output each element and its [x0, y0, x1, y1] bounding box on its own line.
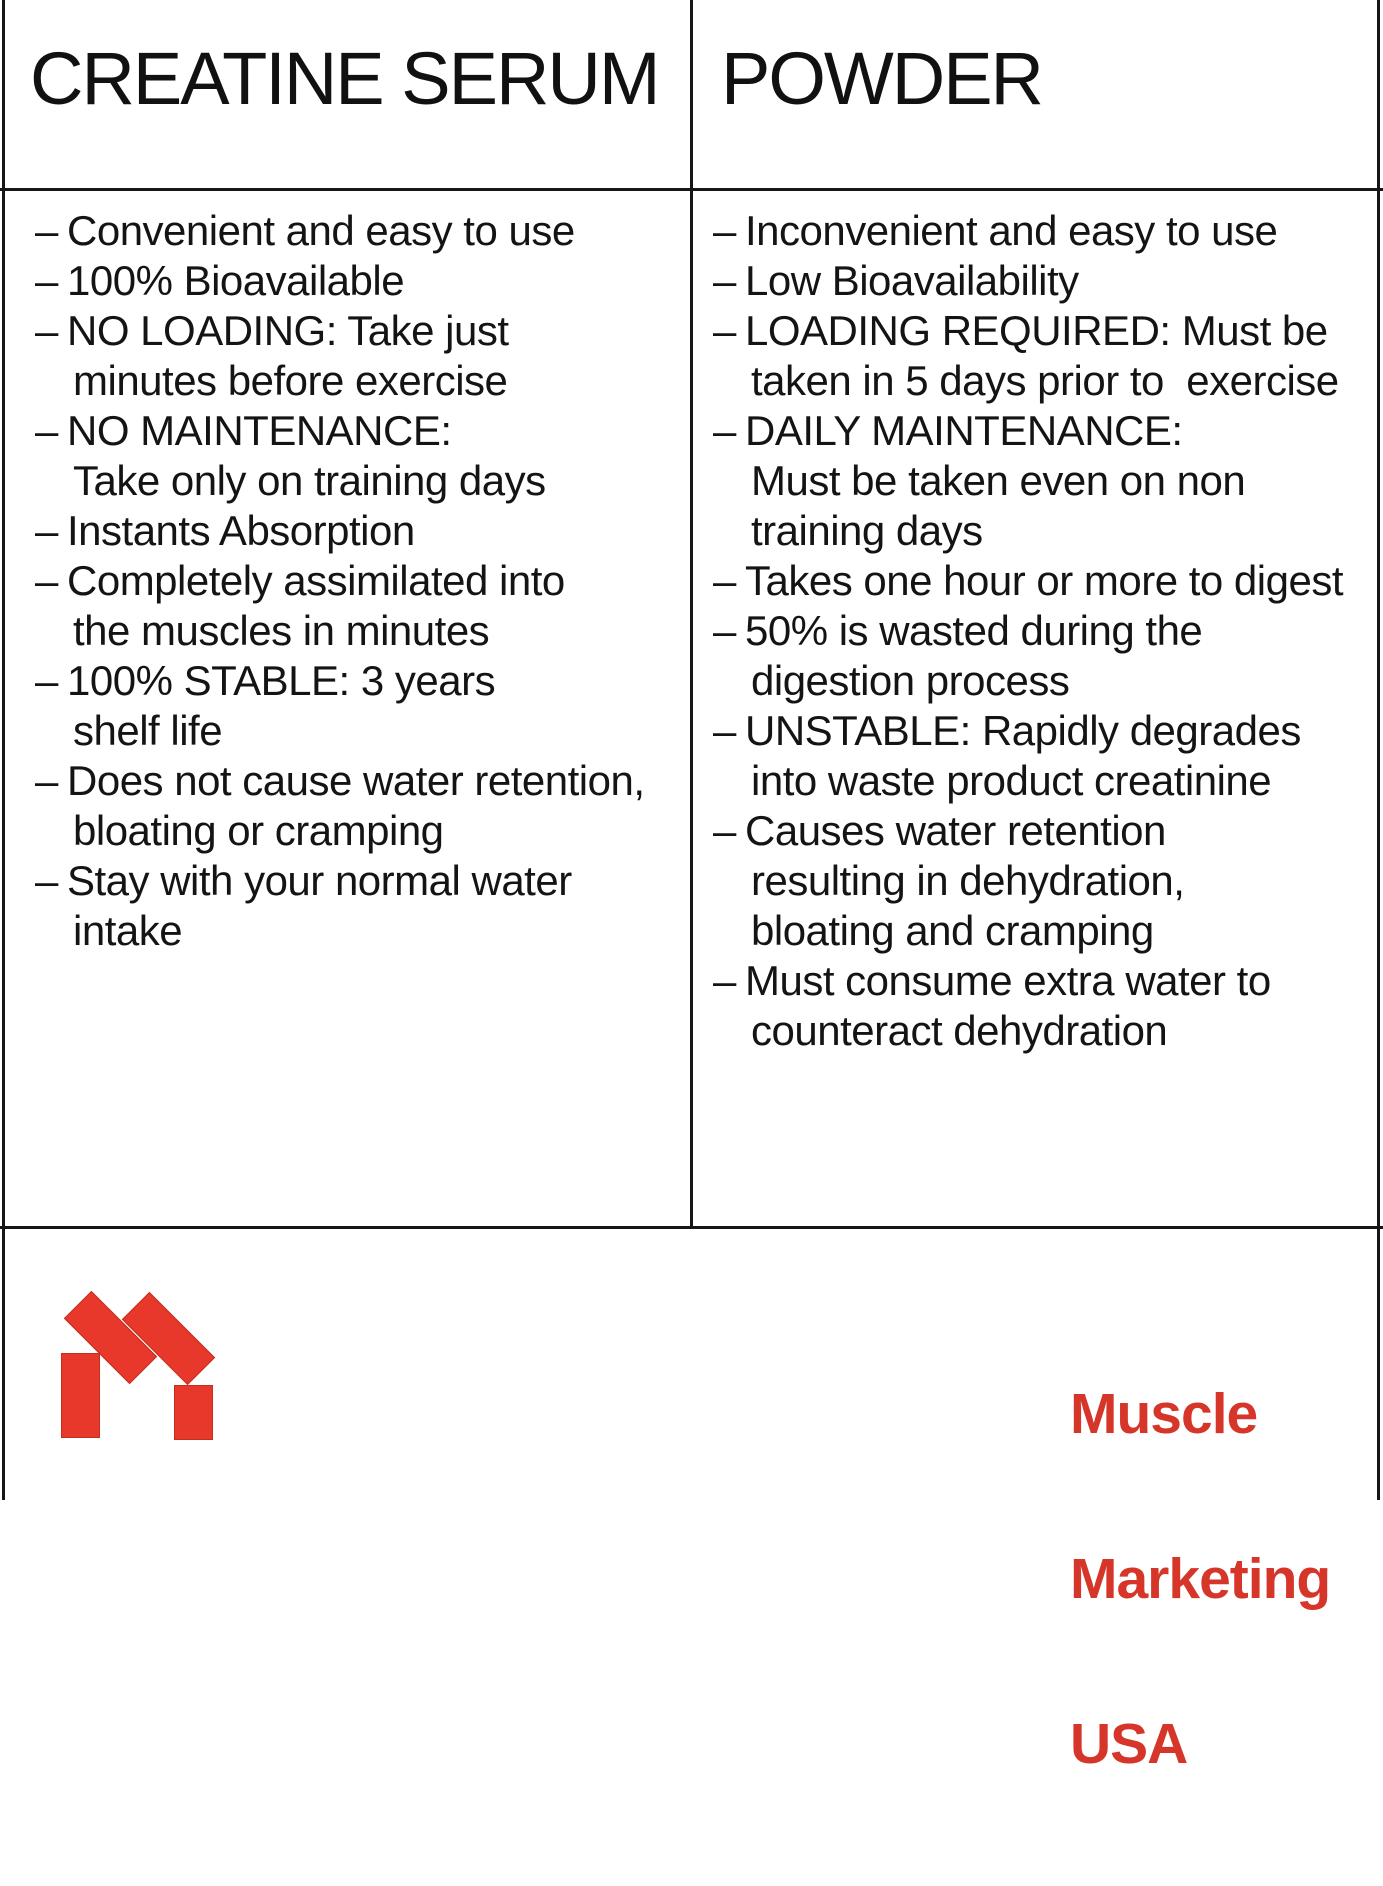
footer-separator-line [0, 1226, 1383, 1229]
dash-bullet: – [713, 257, 736, 304]
list-item-line: counteract dehydration [751, 1007, 1168, 1054]
list-item-line: Completely assimilated into [67, 557, 565, 604]
logo-vertical-bar-right [174, 1385, 213, 1440]
powder-drawbacks-list [713, 206, 1375, 1056]
dash-bullet: – [713, 407, 736, 454]
dash-bullet: – [713, 557, 736, 604]
list-item [713, 206, 1375, 256]
list-item-line: digestion process [751, 657, 1070, 704]
list-item-line: UNSTABLE: Rapidly degrades [745, 707, 1301, 754]
list-item [35, 256, 683, 306]
logo-vertical-bar-left [61, 1353, 100, 1438]
header-separator-line [0, 188, 1383, 191]
column-title-powder: POWDER [721, 37, 1042, 120]
list-item-line: LOADING REQUIRED: Must be [745, 307, 1328, 354]
dash-bullet: – [35, 307, 58, 354]
list-item-line: bloating or cramping [73, 807, 444, 854]
list-item [35, 856, 683, 956]
list-item [35, 556, 683, 656]
column-title-creatine-serum: CREATINE SERUM [30, 37, 659, 120]
dash-bullet: – [35, 407, 58, 454]
list-item-line: bloating and cramping [751, 907, 1154, 954]
dash-bullet: – [35, 657, 58, 704]
list-item [713, 406, 1375, 556]
list-item-line: shelf life [73, 707, 223, 754]
list-item-line: minutes before exercise [73, 357, 508, 404]
dash-bullet: – [35, 257, 58, 304]
list-item-line: the muscles in minutes [73, 607, 490, 654]
list-item [35, 406, 683, 506]
dash-bullet: – [713, 207, 736, 254]
list-item-line: intake [73, 907, 183, 954]
list-item [35, 656, 683, 756]
creatine-serum-benefits-list [35, 206, 683, 956]
list-item-line: Take only on training days [73, 457, 546, 504]
dash-bullet: – [35, 757, 58, 804]
dash-bullet: – [35, 207, 58, 254]
list-item-line: resulting in dehydration, [751, 857, 1185, 904]
list-item-line: Inconvenient and easy to use [745, 207, 1278, 254]
brand-wordmark [1070, 1277, 1330, 1882]
brand-line-marketing: Marketing [1070, 1547, 1331, 1611]
list-item-line: Must be taken even on non [751, 457, 1246, 504]
list-item-line: into waste product creatinine [751, 757, 1272, 804]
list-item [35, 306, 683, 406]
list-item-line: DAILY MAINTENANCE: [745, 407, 1183, 454]
list-item-line: NO LOADING: Take just [67, 307, 509, 354]
list-item-line: Instants Absorption [67, 507, 415, 554]
dash-bullet: – [35, 857, 58, 904]
list-item [713, 256, 1375, 306]
dash-bullet: – [713, 707, 736, 754]
list-item-line: Takes one hour or more to digest [745, 557, 1344, 604]
dash-bullet: – [35, 557, 58, 604]
list-item [35, 206, 683, 256]
list-item [713, 706, 1375, 806]
list-item-line: Does not cause water retention, [67, 757, 645, 804]
list-item [713, 956, 1375, 1056]
list-item [35, 756, 683, 856]
dash-bullet: – [35, 507, 58, 554]
dash-bullet: – [713, 807, 736, 854]
list-item [713, 806, 1375, 956]
list-item-line: Stay with your normal water [67, 857, 572, 904]
brand-line-usa: USA [1070, 1712, 1188, 1776]
dash-bullet: – [713, 957, 736, 1004]
brand-line-muscle: Muscle [1070, 1382, 1258, 1446]
sheet-left-border [2, 0, 5, 1500]
list-item-line: taken in 5 days prior to exercise [751, 357, 1339, 404]
list-item-line: training days [751, 507, 983, 554]
list-item [713, 306, 1375, 406]
list-item-line: Must consume extra water to [745, 957, 1271, 1004]
list-item [713, 606, 1375, 706]
list-item-line: Convenient and easy to use [67, 207, 575, 254]
list-item-line: 100% STABLE: 3 years [67, 657, 496, 704]
sheet-right-border [1377, 0, 1380, 1500]
dash-bullet: – [713, 607, 736, 654]
dash-bullet: – [713, 307, 736, 354]
list-item [713, 556, 1375, 606]
column-divider-line [690, 0, 693, 1229]
list-item-line: 50% is wasted during the [745, 607, 1203, 654]
list-item-line: NO MAINTENANCE: [67, 407, 452, 454]
list-item-line: Low Bioavailability [745, 257, 1079, 304]
list-item [35, 506, 683, 556]
list-item-line: Causes water retention [745, 807, 1166, 854]
list-item-line: 100% Bioavailable [67, 257, 405, 304]
